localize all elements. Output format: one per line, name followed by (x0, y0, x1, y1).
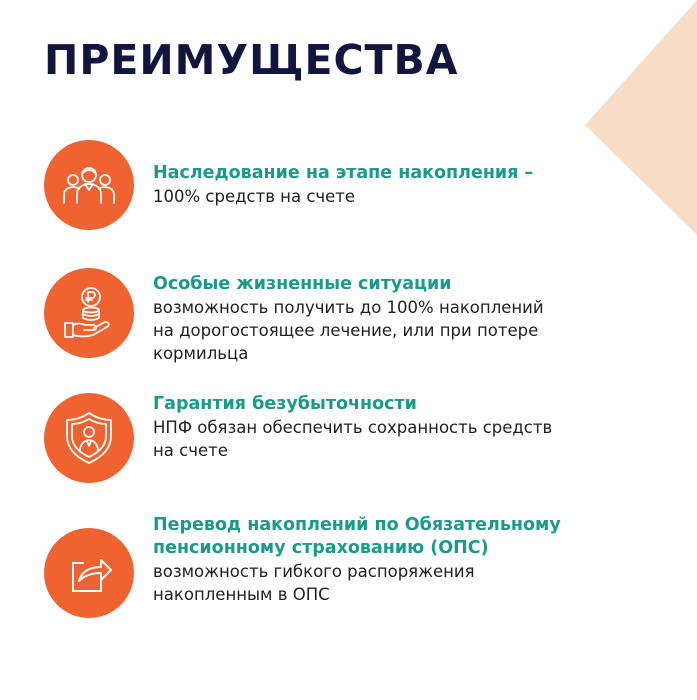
benefit-heading-line: Перевод накоплений по Обязательному (153, 515, 561, 535)
benefit-description-line: возможность гибкого распоряжения (153, 562, 475, 581)
transfer-arrow-icon (44, 528, 134, 618)
benefit-description-line: на счете (153, 441, 228, 460)
benefit-description-line: кормильца (153, 344, 249, 363)
benefit-description: 100% средств на счете (153, 187, 356, 206)
benefit-description-line: накопленным в ОПС (153, 585, 330, 604)
benefit-heading: Особые жизненные ситуации (153, 274, 452, 294)
people-group-icon (44, 140, 134, 230)
shield-person-icon (44, 393, 134, 483)
benefit-description-line: на дорогостоящее лечение, или при потере (153, 321, 539, 340)
page-title: ПРЕИМУЩЕСТВА (44, 36, 459, 84)
benefit-description-line: НПФ обязан обеспечить сохранность средств (153, 418, 553, 437)
benefit-heading: Наследование на этапе накопления – (153, 163, 534, 183)
benefit-heading-line: пенсионному страхованию (ОПС) (153, 538, 489, 558)
ruble-coins-hand-icon (44, 268, 134, 358)
benefit-description-line: возможность получить до 100% накоплений (153, 298, 544, 317)
benefit-heading: Гарантия безубыточности (153, 394, 417, 414)
